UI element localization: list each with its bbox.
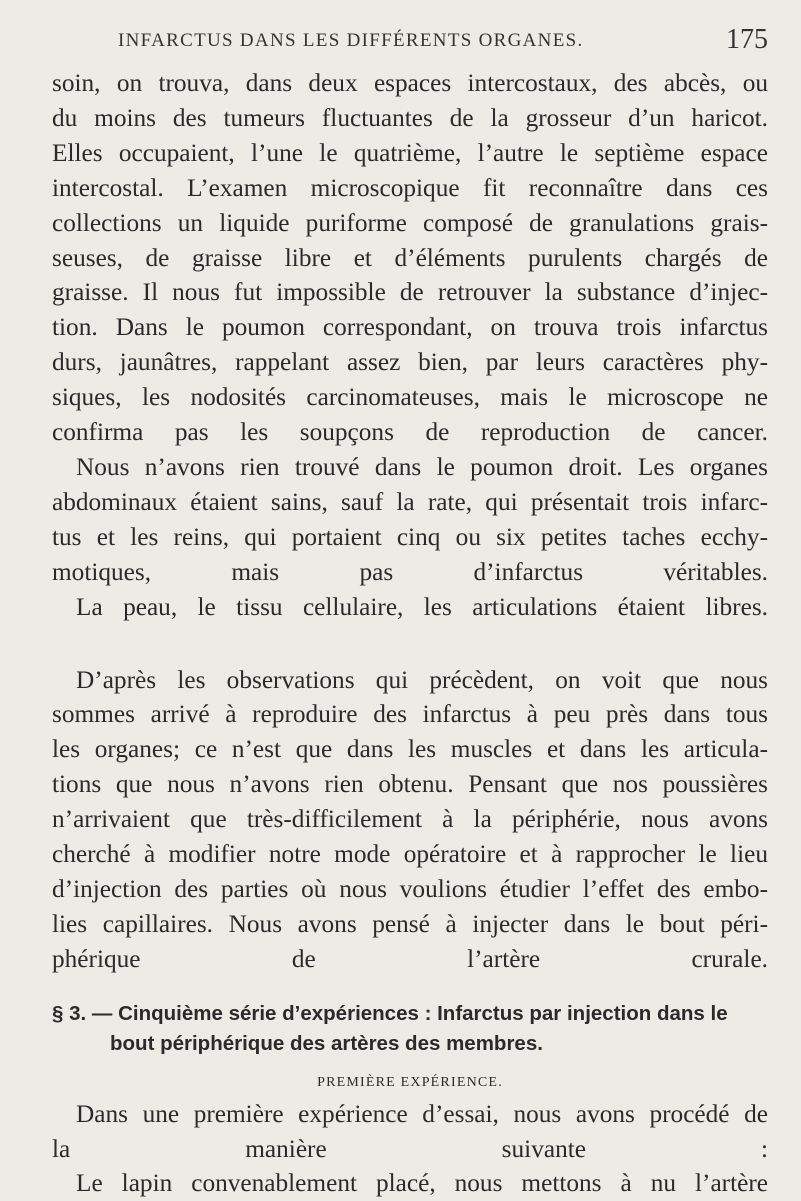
running-title: INFARCTUS DANS LES DIFFÉRENTS ORGANES.: [118, 30, 584, 51]
text-line: confirma pas les soupçons de reproduction de cancer.: [52, 418, 768, 447]
text-line: cherché à modifier notre mode opératoire et à rapprocher le lieu: [52, 840, 768, 869]
text-line: collections un liquide puriforme composé de granulations grais-: [52, 208, 768, 237]
text-line: phérique de l’artère crurale.: [52, 944, 768, 973]
paragraph-6: [52, 1166, 768, 1201]
text-line: du moins des tumeurs fluctuantes de la grosseur d’un haricot.: [52, 103, 768, 132]
page-body: [52, 66, 768, 1201]
text-line: siques, les nodosités carcinomateuses, mais le microscope ne: [52, 383, 768, 412]
heading-line: bout périphérique des artères des membres.: [110, 1031, 543, 1055]
page-number: 175: [726, 24, 768, 55]
text-line: soin, on trouva, dans deux espaces intercostaux, des abcès, ou: [52, 69, 768, 97]
text-line: Nous n’avons rien trouvé dans le poumon droit. Les organes: [76, 452, 768, 481]
text-line: intercostal. L’examen microscopique fit reconnaître dans ces: [52, 173, 768, 202]
text-line: d’injection des parties où nous voulions étudier l’effet des embo-: [52, 874, 768, 903]
text-line: la manière suivante :: [52, 1134, 768, 1163]
text-line: Dans une première expérience d’essai, nous avons procédé de: [76, 1099, 768, 1128]
text-line: tions que nous n’avons rien obtenu. Pensant que nos poussières: [52, 770, 768, 799]
text-line: motiques, mais pas d’infarctus véritables.: [52, 557, 768, 586]
paragraph-1: [52, 66, 768, 450]
paragraph-3: [52, 590, 768, 625]
text-line: tion. Dans le poumon correspondant, on trouva trois infarctus: [52, 313, 768, 342]
page-header: [118, 24, 768, 64]
section-gap: [52, 625, 768, 663]
text-line: lies capillaires. Nous avons pensé à injecter dans le bout péri-: [52, 909, 768, 938]
text-line: abdominaux étaient sains, sauf la rate, qui présentait trois infarc-: [52, 487, 768, 516]
text-line: seuses, de graisse libre et d’éléments purulents chargés de: [52, 243, 768, 272]
text-line: Le lapin convenablement placé, nous mettons à nu l’artère: [76, 1169, 768, 1198]
text-line: les organes; ce n’est que dans les muscles et dans les articula-: [52, 735, 768, 764]
text-line: sommes arrivé à reproduire des infarctus à peu près dans tous: [52, 700, 768, 729]
paragraph-5: [52, 1097, 768, 1167]
text-line: n’arrivaient que très-difficilement à la périphérie, nous avons: [52, 805, 768, 834]
section-heading: [52, 999, 768, 1059]
section-3: [52, 999, 768, 1091]
text-line: D’après les observations qui précèdent, on voit que nous: [76, 665, 768, 694]
text-line: La peau, le tissu cellulaire, les articulations étaient libres.: [76, 592, 768, 621]
experiment-subheading: PREMIÈRE EXPÉRIENCE.: [317, 1074, 503, 1090]
heading-line: § 3. — Cinquième série d’expériences : Infarctus par injection dans le: [52, 1001, 728, 1025]
text-line: tus et les reins, qui portaient cinq ou six petites taches ecchy-: [52, 522, 768, 551]
text-line: graisse. Il nous fut impossible de retrouver la substance d’injec-: [52, 278, 768, 307]
text-line: durs, jaunâtres, rappelant assez bien, par leurs caractères phy-: [52, 348, 768, 377]
paragraph-2: [52, 450, 768, 590]
paragraph-4: [52, 663, 768, 977]
text-line: Elles occupaient, l’une le quatrième, l’autre le septième espace: [52, 138, 768, 167]
